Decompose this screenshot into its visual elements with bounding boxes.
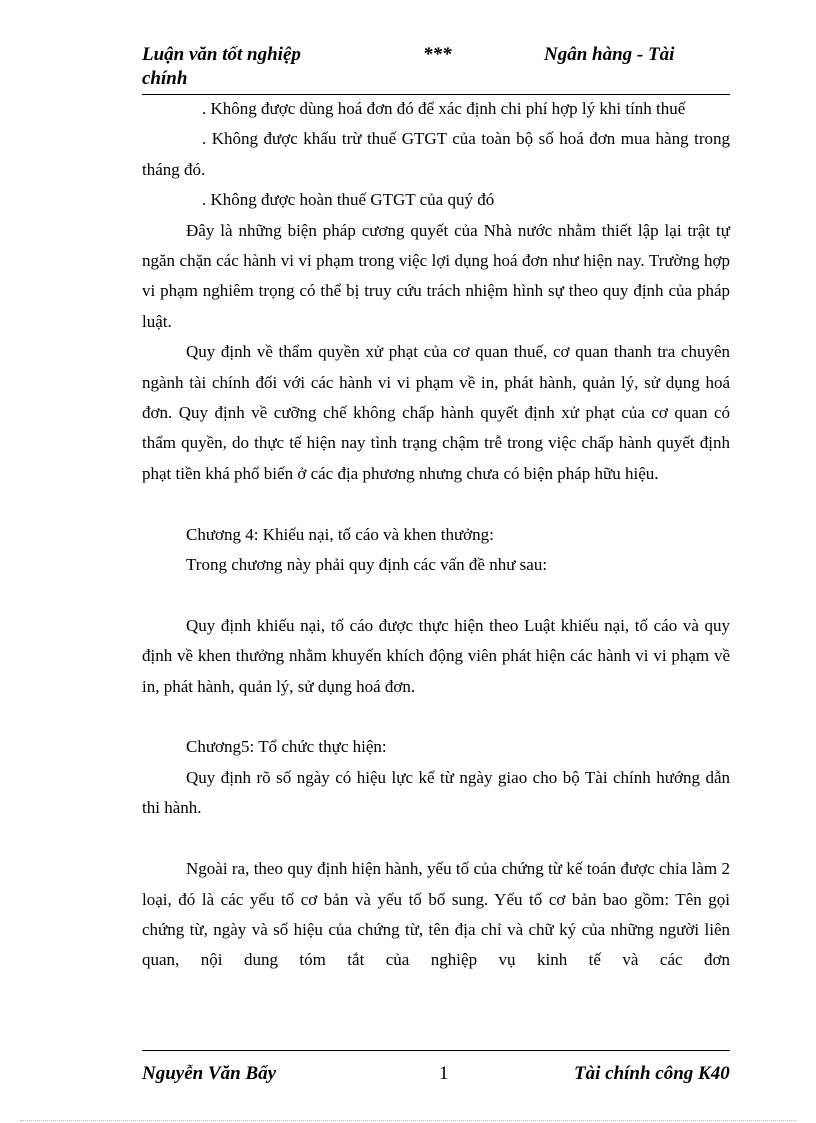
- chapter-5-heading: Chương5: Tổ chức thực hiện:: [186, 737, 387, 757]
- header-left-line2: chính: [142, 68, 188, 89]
- footer-author: Nguyễn Văn Bẩy: [142, 1063, 277, 1084]
- footer-class: Tài chính công K40: [574, 1063, 730, 1084]
- paragraph-measures: Đây là những biện pháp cương quyết của Nhà nước nhằm thiết lập lại trật tự ngăn chặn các hành vi vi phạm trong việc lợi dụng hoá đơn như hiện nay. Trường hợp vi phạm nghiêm trọng có thể bị truy cứu trách nhiệm hình sự theo quy định của pháp luật.: [142, 220, 730, 331]
- paragraph-effective-date: Quy định rõ số ngày có hiệu lực kể từ ngày giao cho bộ Tài chính hướng dẫn thi hành.: [142, 767, 730, 818]
- header-right-title: Ngân hàng - Tài: [544, 44, 675, 65]
- page-bottom-border: [20, 1120, 796, 1121]
- bullet-item-1: . Không được dùng hoá đơn đó để xác định chi phí hợp lý khi tính thuế: [202, 99, 686, 118]
- paragraph-document-elements: Ngoài ra, theo quy định hiện hành, yếu tố của chứng từ kế toán được chia làm 2 loại, đó là các yếu tố cơ bản và yếu tố bổ sung. Yếu tố cơ bản bao gồm: Tên gọi chứng từ, ngày và số hiệu của chứng từ, tên địa chỉ và chữ ký của những người liên quan, nội dung tóm tắt của nghiệp vụ kinh tế và các đơn: [142, 859, 730, 970]
- header-left-title: [142, 43, 301, 91]
- spacer: [142, 702, 730, 732]
- chapter-4-intro: Trong chương này phải quy định các vấn đề như sau:: [186, 555, 548, 575]
- header-left-line1: Luận văn tốt nghiệp: [142, 44, 301, 65]
- document-body: [142, 94, 730, 976]
- spacer: [142, 580, 730, 610]
- footer-divider: [142, 1050, 730, 1051]
- bullet-item-2: . Không được khấu trừ thuế GTGT của toàn bộ số hoá đơn mua hàng trong tháng đó.: [142, 129, 730, 179]
- spacer: [142, 489, 730, 519]
- paragraph-complaints: Quy định khiếu nại, tố cáo được thực hiện theo Luật khiếu nại, tố cáo và quy định về khen thưởng nhằm khuyến khích động viên phát hiện các hành vi vi phạm về in, phát hành, quản lý, sử dụng hoá đơn.: [142, 615, 730, 696]
- header-center-stars: ***: [423, 44, 452, 65]
- spacer: [142, 824, 730, 854]
- paragraph-authority: Quy định về thẩm quyền xử phạt của cơ quan thuế, cơ quan thanh tra chuyên ngành tài chính đối với các hành vi vi phạm về in, phát hành, quản lý, sử dụng hoá đơn. Quy định về cưỡng chế không chấp hành quyết định xử phạt của cơ quan có thẩm quyền, do thực tế hiện nay tình trạng chậm trễ trong việc chấp hành quyết định phạt tiền khá phổ biến ở các địa phương nhưng chưa có biện pháp hữu hiệu.: [142, 342, 730, 483]
- footer-page-number: 1: [439, 1063, 449, 1084]
- chapter-4-heading: Chương 4: Khiếu nại, tố cáo và khen thưởng:: [186, 524, 494, 544]
- bullet-item-3: . Không được hoàn thuế GTGT của quý đó: [202, 190, 495, 210]
